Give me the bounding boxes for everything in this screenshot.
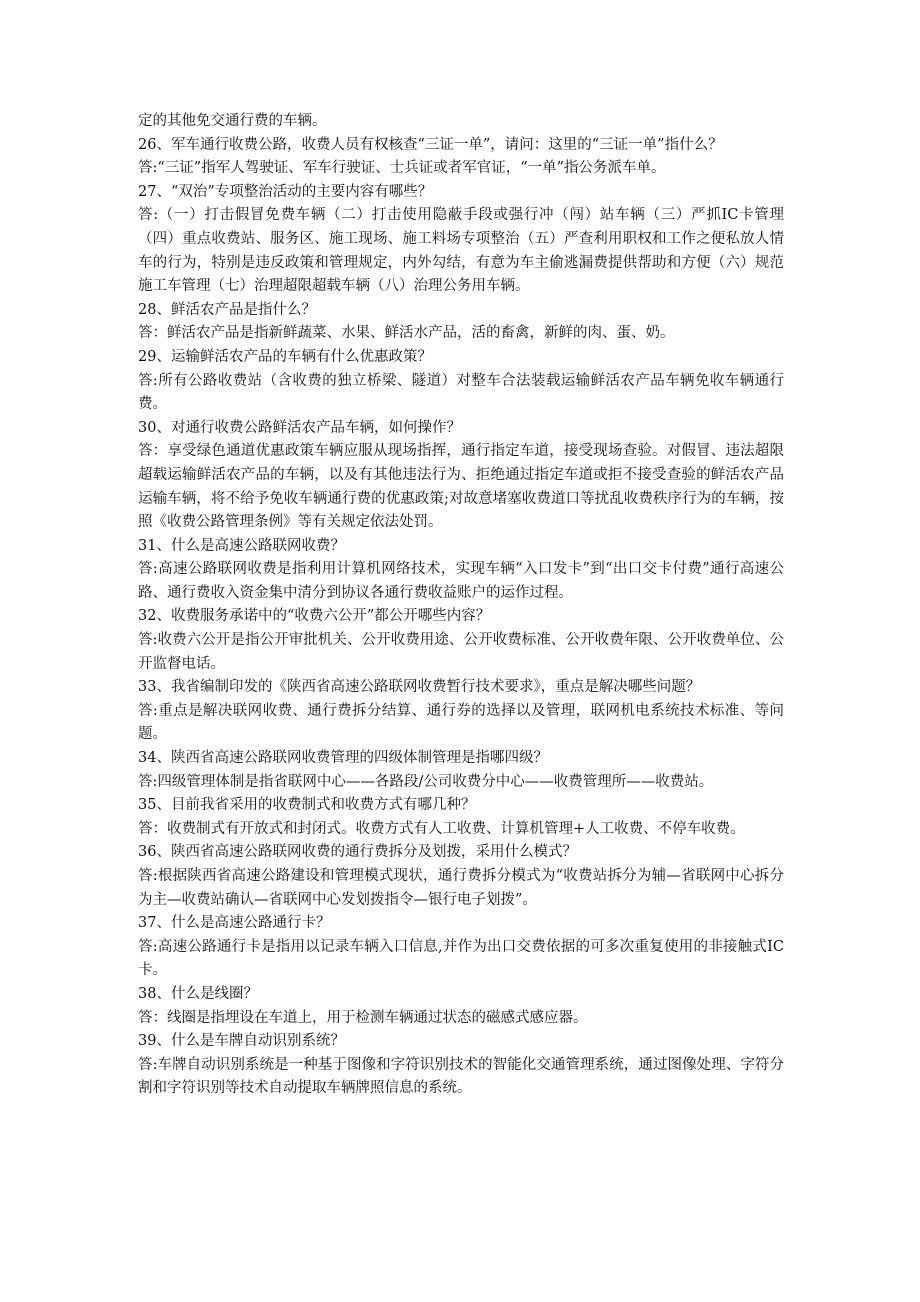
answer-paragraph: 答:所有公路收费站（含收费的独立桥梁、隧道）对整车合法装载运输鲜活农产品车辆免收车辆通行费。	[138, 372, 784, 413]
question-paragraph: 32、收费服务承诺中的“收费六公开”都公开哪些内容？	[138, 608, 491, 625]
answer-paragraph: 答:高速公路通行卡是指用以记录车辆入口信息,并作为出口交费依据的可多次重复使用的非接触式IC卡。	[138, 938, 784, 979]
question-paragraph: 36、陕西省高速公路联网收费的通行费拆分及划拨，采用什么模式？	[138, 844, 577, 861]
answer-paragraph: 答:根据陕西省高速公路建设和管理模式现状，通行费拆分模式为“收费站拆分为辅—省联网中心拆分为主—收费站确认—省联网中心发划拨指令—银行电子划拨”。	[138, 868, 784, 908]
answer-paragraph: 答:四级管理体制是指省联网中心——各路段/公司收费分中心——收费管理所——收费站。	[138, 773, 714, 790]
question-paragraph: 33、我省编制印发的《陕西省高速公路联网收费暂行技术要求》，重点是解决哪些问题？	[138, 679, 701, 696]
question-paragraph: 34、陕西省高速公路联网收费管理的四级体制管理是指哪四级？	[138, 750, 548, 767]
question-paragraph: 26、军车通行收费公路，收费人员有权核查“三证一单”，请问：这里的“三证一单”指什么？	[138, 136, 723, 153]
question-paragraph: 39、什么是车牌自动识别系统？	[138, 1033, 345, 1050]
question-paragraph: 29、运输鲜活农产品的车辆有什么优惠政策？	[138, 348, 432, 365]
answer-paragraph: 答:重点是解决联网收费、通行费拆分结算、通行券的选择以及管理，联网机电系统技术标准、等问题。	[138, 702, 784, 743]
answer-paragraph: 答:车牌自动识别系统是一种基于图像和字符识别技术的智能化交通管理系统，通过图像处理、字符分割和字符识别等技术自动提取车辆牌照信息的系统。	[138, 1056, 784, 1097]
answer-paragraph: 答:（一）打击假冒免费车辆（二）打击使用隐蔽手段或强行冲（闯）站车辆（三）严抓IC卡管理（四）重点收费站、服务区、施工现场、施工料场专项整治（五）严查利用职权和工作之便私放人情车的行为，特别是违反政策和管理规定，内外勾结，有意为车主偷逃漏费提供帮助和方便（六）规范施工车管理（七）治理超限超载车辆（八）治理公务用车辆。	[138, 207, 784, 295]
question-paragraph: 37、什么是高速公路通行卡？	[138, 915, 331, 932]
answer-paragraph: 答：享受绿色通道优惠政策车辆应服从现场指挥，通行指定车道，接受现场查验。对假冒、违法超限超载运输鲜活农产品的车辆，以及有其他违法行为、拒绝通过指定车道或拒不接受查验的鲜活农产品运输车辆，将不给予免收车辆通行费的优惠政策;对故意堵塞收费道口等扰乱收费秩序行为的车辆，按照《收费公路管理条例》等有关规定依法处罚。	[138, 443, 784, 531]
question-paragraph: 27、“双治”专项整治活动的主要内容有哪些？	[138, 183, 433, 200]
question-paragraph: 31、什么是高速公路联网收费？	[138, 537, 345, 554]
question-paragraph: 35、目前我省采用的收费制式和收费方式有哪几种？	[138, 797, 476, 814]
question-paragraph: 38、什么是线圈？	[138, 985, 258, 1002]
answer-paragraph: 定的其他免交通行费的车辆。	[138, 113, 327, 129]
answer-paragraph: 答:“三证”指军人驾驶证、军车行驶证、士兵证或者军官证，“一单”指公务派车单。	[138, 160, 666, 177]
answer-paragraph: 答:高速公路联网收费是指利用计算机网络技术，实现车辆“入口发卡”到“出口交卡付费”通行高速公路、通行费收入资金集中清分到协议各通行费收益账户的运作过程。	[138, 561, 784, 601]
document-page	[138, 110, 784, 1101]
answer-paragraph: 答：鲜活农产品是指新鲜蔬菜、水果、鲜活水产品，活的畜禽，新鲜的肉、蛋、奶。	[138, 325, 675, 342]
answer-paragraph: 答:收费六公开是指公开审批机关、公开收费用途、公开收费标准、公开收费年限、公开收费单位、公开监督电话。	[138, 632, 784, 672]
question-paragraph: 28、鲜活农产品是指什么？	[138, 301, 316, 318]
question-paragraph: 30、对通行收费公路鲜活农产品车辆，如何操作？	[138, 419, 461, 436]
answer-paragraph: 答：线圈是指埋设在车道上，用于检测车辆通过状态的磁感式感应器。	[138, 1009, 588, 1026]
answer-paragraph: 答：收费制式有开放式和封闭式。收费方式有人工收费、计算机管理+人工收费、不停车收费。	[138, 820, 745, 837]
